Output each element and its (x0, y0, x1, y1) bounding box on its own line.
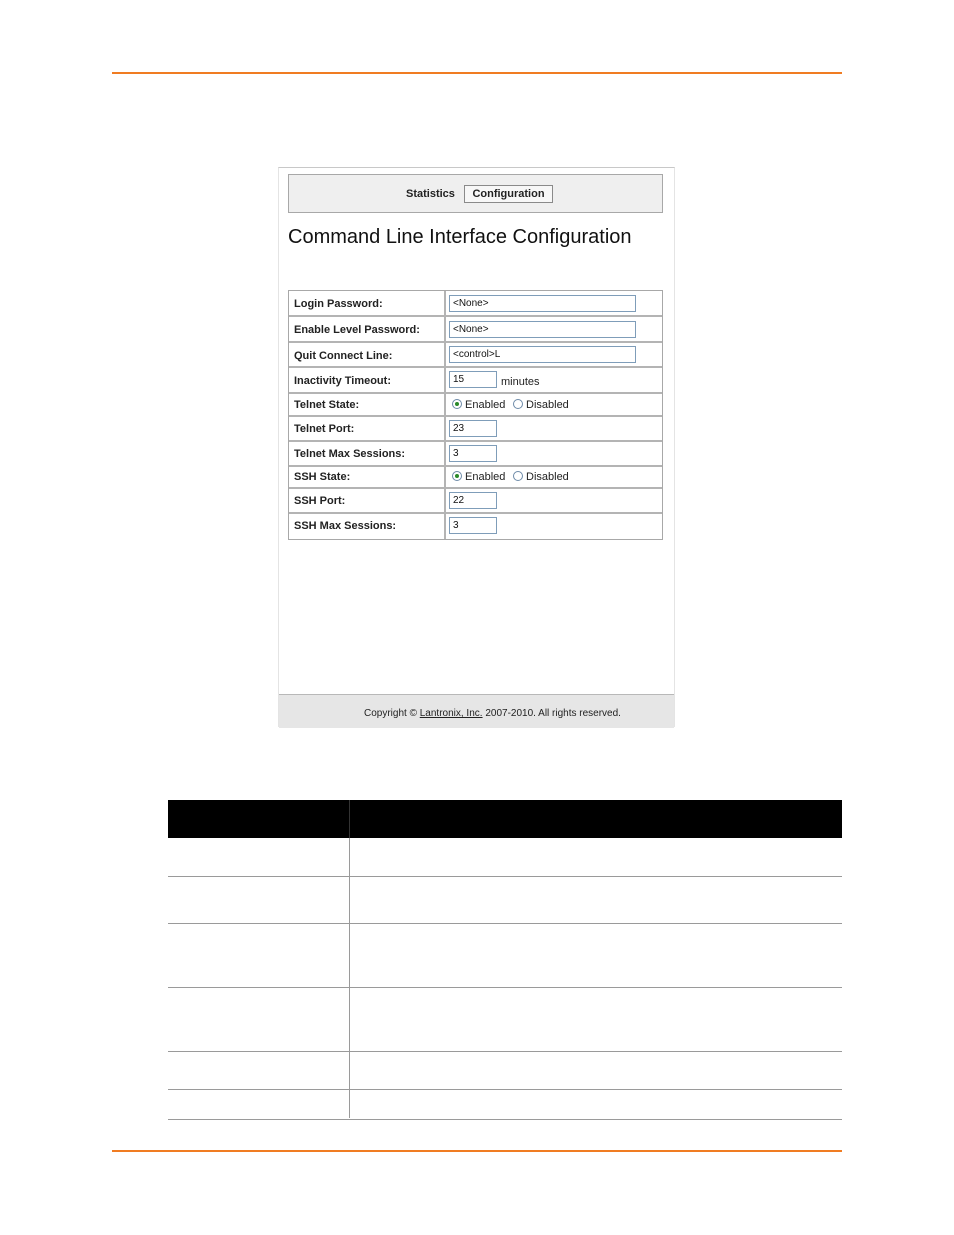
table-row (168, 988, 842, 1052)
login-password-row (289, 291, 662, 317)
header-divider (349, 800, 350, 838)
telnet-state-label: Telnet State: (294, 399, 360, 411)
table-row (168, 1052, 842, 1090)
header-rule (112, 72, 842, 74)
quit-connect-line-label: Quit Connect Line: (294, 350, 393, 362)
copyright-footer (279, 694, 674, 728)
ssh-state-row (289, 467, 662, 489)
tab-configuration[interactable]: Configuration (464, 185, 553, 203)
radio-selected-icon (452, 471, 462, 481)
login-password-label: Login Password: (294, 298, 383, 310)
table-row (168, 1090, 842, 1120)
telnet-port-row (289, 417, 662, 442)
inactivity-timeout-label: Inactivity Timeout: (294, 375, 391, 387)
telnet-port-label: Telnet Port: (294, 423, 355, 435)
inactivity-timeout-row (289, 368, 662, 394)
cli-settings-table (288, 290, 663, 540)
ssh-state-label: SSH State: (294, 471, 351, 483)
table-row (168, 877, 842, 924)
inactivity-timeout-unit: minutes (501, 376, 540, 388)
telnet-max-sessions-row (289, 442, 662, 467)
footer-rule (112, 1150, 842, 1152)
ssh-port-row (289, 489, 662, 514)
telnet-max-sessions-label: Telnet Max Sessions: (294, 448, 406, 460)
enable-level-password-input[interactable]: <None> (449, 321, 636, 338)
ssh-max-sessions-label: SSH Max Sessions: (294, 520, 397, 532)
radio-unselected-icon (513, 471, 523, 481)
tab-bar (288, 174, 663, 213)
cli-configuration-screenshot (278, 167, 675, 727)
lantronix-link[interactable]: Lantronix, Inc. (419, 708, 483, 719)
ssh-max-sessions-input[interactable]: 3 (449, 517, 497, 534)
table-header (168, 800, 842, 838)
inactivity-timeout-input[interactable]: 15 (449, 371, 497, 388)
copyright-text: Copyright © Lantronix, Inc. 2007-2010. All rights reserved. (364, 708, 621, 719)
enable-level-password-label: Enable Level Password: (294, 324, 420, 336)
login-password-input[interactable]: <None> (449, 295, 636, 312)
column-divider (349, 838, 350, 1118)
ssh-enabled-radio[interactable]: Enabled (452, 471, 505, 483)
telnet-port-input[interactable]: 23 (449, 420, 497, 437)
radio-unselected-icon (513, 399, 523, 409)
ssh-port-label: SSH Port: (294, 495, 346, 507)
quit-connect-line-row (289, 343, 662, 368)
ssh-port-input[interactable]: 22 (449, 492, 497, 509)
telnet-enabled-radio[interactable]: Enabled (452, 399, 505, 411)
radio-selected-icon (452, 399, 462, 409)
ssh-disabled-radio[interactable]: Disabled (513, 471, 569, 483)
telnet-state-row (289, 394, 662, 417)
telnet-max-sessions-input[interactable]: 3 (449, 445, 497, 462)
ssh-max-sessions-row (289, 514, 662, 539)
tab-statistics[interactable]: Statistics (406, 188, 455, 200)
quit-connect-line-input[interactable]: <control>L (449, 346, 636, 363)
table-row (168, 924, 842, 988)
telnet-disabled-radio[interactable]: Disabled (513, 399, 569, 411)
page-title: Command Line Interface Configuration (288, 226, 632, 248)
table-row (168, 838, 842, 877)
enable-level-password-row (289, 317, 662, 343)
